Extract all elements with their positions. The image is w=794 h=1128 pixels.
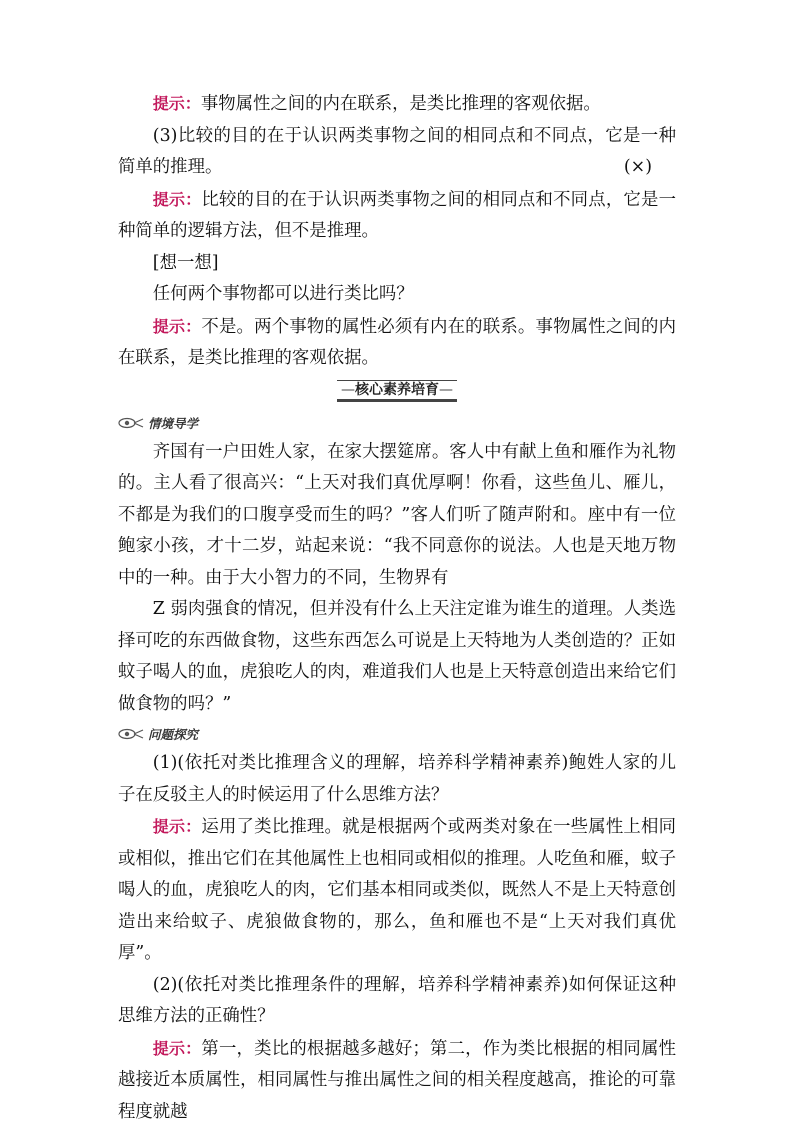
leaf-ornament-icon [118,727,144,741]
question-1: (1)(依托对类比推理含义的理解，培养科学精神素养)鲍姓人家的儿子在反驳主人的时候运用了什么思维方法？ [118,748,676,811]
judgment-item-text: (3)比较的目的在于认识两类事物之间的相同点和不同点，它是一种简单的推理。 [118,126,676,178]
hint-paragraph-4 [118,311,676,375]
hint-label: 提示： [153,1039,202,1058]
question-2: (2)(依托对类比推理条件的理解，培养科学精神素养)如何保证这种思维方法的正确性？ [118,970,676,1033]
think-question: 任何两个事物都可以进行类比吗？ [118,279,676,311]
answer-1-text: 运用了类比推理。就是根据两个或两类对象在一些属性上相同或相似，推出它们在其他属性上也相同或相似的推理。人吃鱼和雁，蚊子喝人的血，虎狼吃人的肉，它们基本相同或类似，既然人不是上天特意创造出来给蚊子、虎狼做食物的，那么，鱼和雁也不是“上天对我们真优厚”。 [118,817,676,963]
banner-left-rule: — [341,382,355,398]
section-banner [118,375,676,409]
hint-label: 提示： [153,190,202,209]
judgment-item-3 [118,121,676,184]
hint-label: 提示： [153,817,202,836]
hint-label: 提示： [153,94,201,113]
judgment-mark: (×) [589,152,652,184]
answer-2-text: 第一，类比的根据越多越好；第二，作为类比根据的相同属性越接近本质属性，相同属性与推出属性之间的相关程度越高，推论的可靠程度就越 [118,1039,676,1122]
document-page [118,88,676,1128]
hint-text: 不是。两个事物的属性必须有内在的联系。事物属性之间的内在联系，是类比推理的客观依据。 [118,317,676,369]
hint-text: 事物属性之间的内在联系，是类比推理的客观依据。 [201,94,601,114]
hint-paragraph-3 [118,184,676,248]
hint-label: 提示： [153,317,202,336]
hint-text: 比较的目的在于认识两类事物之间的相同点和不同点，它是一种简单的逻辑方法，但不是推理。 [118,190,676,242]
subhead-inquiry-label: 问题探究 [148,725,198,743]
answer-2 [118,1033,676,1128]
section-banner-title: 核心素养培育 [355,382,439,398]
leaf-ornament-icon [118,416,144,430]
story-paragraph-2: Z 弱肉强食的情况，但并没有什么上天注定谁为谁生的道理。人类选择可吃的东西做食物，这些东西怎么可说是上天特地为人类创造的？正如蚊子喝人的血，虎狼吃人的肉，难道我们人也是上天特意创造出来给它们做食物的吗？” [118,594,676,720]
subhead-situation-label: 情境导学 [148,414,198,432]
banner-right-rule: — [439,382,453,398]
section-banner-box [337,380,457,402]
hint-paragraph-1 [118,88,676,121]
subhead-inquiry [118,720,676,748]
answer-1 [118,811,676,970]
subhead-situation [118,409,676,437]
story-paragraph-1: 齐国有一户田姓人家，在家大摆筵席。客人中有献上鱼和雁作为礼物的。主人看了很高兴：“上天对我们真优厚啊！你看，这些鱼儿、雁儿，不都是为我们的口腹享受而生的吗？”客人们听了随声附和。座中有一位鲍家小孩，才十二岁，站起来说：“我不同意你的说法。人也是天地万物中的一种。由于大小智力的不同，生物界有 [118,437,676,595]
think-heading: [想一想] [118,248,676,280]
